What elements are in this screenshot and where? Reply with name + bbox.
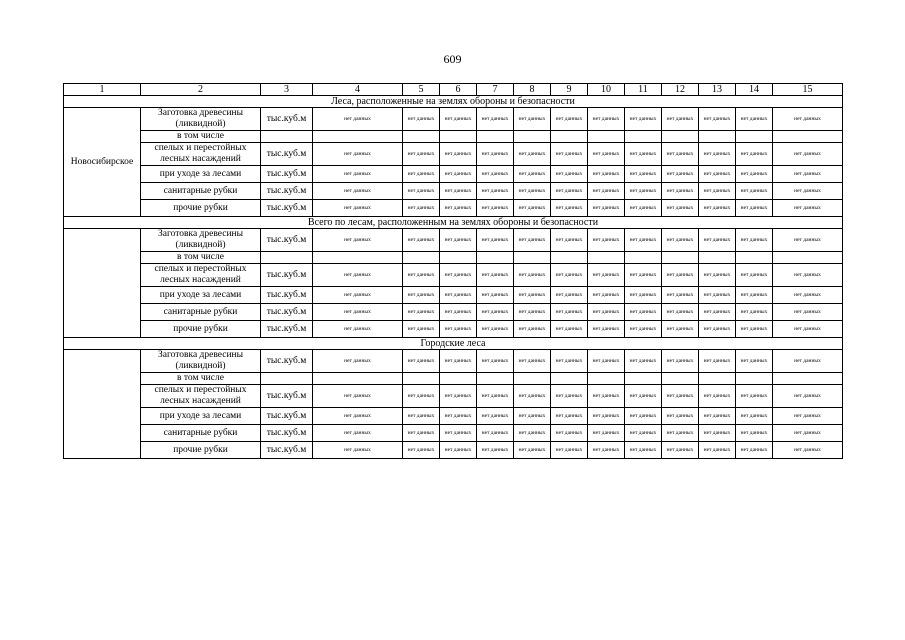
- no-data-cell: нет данных: [477, 229, 514, 252]
- table-row: [64, 321, 843, 338]
- no-data-cell: нет данных: [588, 143, 625, 166]
- no-data-cell: нет данных: [736, 143, 773, 166]
- no-data-cell: нет данных: [551, 321, 588, 338]
- unit-cell: тыс.куб.м: [261, 166, 313, 183]
- no-data-cell: нет данных: [313, 287, 403, 304]
- unit-cell: тыс.куб.м: [261, 200, 313, 217]
- no-data-cell: нет данных: [699, 321, 736, 338]
- no-data-cell: нет данных: [477, 108, 514, 131]
- empty-cell: [699, 252, 736, 264]
- no-data-cell: нет данных: [477, 183, 514, 200]
- category-label: санитарные рубки: [141, 304, 261, 321]
- no-data-cell: нет данных: [588, 321, 625, 338]
- empty-cell: [261, 373, 313, 385]
- empty-cell: [551, 373, 588, 385]
- no-data-cell: нет данных: [440, 183, 477, 200]
- no-data-cell: нет данных: [699, 166, 736, 183]
- no-data-cell: нет данных: [773, 166, 843, 183]
- no-data-cell: нет данных: [773, 264, 843, 287]
- no-data-cell: нет данных: [662, 442, 699, 459]
- no-data-cell: нет данных: [313, 442, 403, 459]
- empty-cell: [625, 252, 662, 264]
- empty-cell: [514, 131, 551, 143]
- category-label: прочие рубки: [141, 442, 261, 459]
- empty-cell: [477, 373, 514, 385]
- empty-cell: [313, 373, 403, 385]
- unit-cell: тыс.куб.м: [261, 442, 313, 459]
- no-data-cell: нет данных: [514, 442, 551, 459]
- no-data-cell: нет данных: [588, 350, 625, 373]
- no-data-cell: нет данных: [773, 287, 843, 304]
- empty-cell: [313, 252, 403, 264]
- empty-cell: [662, 252, 699, 264]
- category-label: Заготовка древесины (ликвидной): [141, 108, 261, 131]
- no-data-cell: нет данных: [403, 166, 440, 183]
- no-data-cell: нет данных: [662, 350, 699, 373]
- no-data-cell: нет данных: [477, 200, 514, 217]
- no-data-cell: нет данных: [440, 166, 477, 183]
- column-number: 2: [141, 84, 261, 96]
- empty-cell: [440, 252, 477, 264]
- no-data-cell: нет данных: [514, 408, 551, 425]
- no-data-cell: нет данных: [736, 442, 773, 459]
- section-title: Городские леса: [64, 338, 843, 350]
- no-data-cell: нет данных: [662, 408, 699, 425]
- no-data-cell: нет данных: [440, 108, 477, 131]
- no-data-cell: нет данных: [313, 200, 403, 217]
- column-number: 7: [477, 84, 514, 96]
- no-data-cell: нет данных: [736, 183, 773, 200]
- no-data-cell: нет данных: [514, 166, 551, 183]
- no-data-cell: нет данных: [662, 321, 699, 338]
- no-data-cell: нет данных: [588, 425, 625, 442]
- empty-cell: [551, 252, 588, 264]
- category-label: в том числе: [141, 373, 261, 385]
- table-row: [64, 350, 843, 373]
- empty-cell: [403, 131, 440, 143]
- empty-cell: [773, 252, 843, 264]
- no-data-cell: нет данных: [514, 183, 551, 200]
- no-data-cell: нет данных: [736, 425, 773, 442]
- no-data-cell: нет данных: [551, 350, 588, 373]
- column-number: 15: [773, 84, 843, 96]
- no-data-cell: нет данных: [551, 183, 588, 200]
- empty-cell: [736, 373, 773, 385]
- empty-cell: [440, 373, 477, 385]
- column-number: 10: [588, 84, 625, 96]
- unit-cell: тыс.куб.м: [261, 321, 313, 338]
- unit-cell: тыс.куб.м: [261, 229, 313, 252]
- table-row: [64, 304, 843, 321]
- empty-cell: [477, 252, 514, 264]
- empty-cell: [440, 131, 477, 143]
- table-row: [64, 287, 843, 304]
- no-data-cell: нет данных: [699, 143, 736, 166]
- no-data-cell: нет данных: [588, 183, 625, 200]
- no-data-cell: нет данных: [625, 304, 662, 321]
- section-title: Всего по лесам, расположенным на землях обороны и безопасности: [64, 217, 843, 229]
- no-data-cell: нет данных: [514, 264, 551, 287]
- no-data-cell: нет данных: [477, 166, 514, 183]
- no-data-cell: нет данных: [736, 385, 773, 408]
- no-data-cell: нет данных: [551, 143, 588, 166]
- no-data-cell: нет данных: [403, 183, 440, 200]
- no-data-cell: нет данных: [403, 143, 440, 166]
- unit-cell: тыс.куб.м: [261, 385, 313, 408]
- no-data-cell: нет данных: [313, 408, 403, 425]
- no-data-cell: нет данных: [662, 143, 699, 166]
- no-data-cell: нет данных: [773, 425, 843, 442]
- no-data-cell: нет данных: [625, 183, 662, 200]
- no-data-cell: нет данных: [699, 385, 736, 408]
- empty-cell: [625, 373, 662, 385]
- no-data-cell: нет данных: [588, 304, 625, 321]
- category-label: при уходе за лесами: [141, 166, 261, 183]
- empty-cell: [514, 373, 551, 385]
- no-data-cell: нет данных: [514, 108, 551, 131]
- no-data-cell: нет данных: [440, 425, 477, 442]
- unit-cell: тыс.куб.м: [261, 350, 313, 373]
- no-data-cell: нет данных: [773, 183, 843, 200]
- no-data-cell: нет данных: [514, 304, 551, 321]
- unit-cell: тыс.куб.м: [261, 304, 313, 321]
- region-cell: [64, 229, 141, 338]
- no-data-cell: нет данных: [440, 442, 477, 459]
- unit-cell: тыс.куб.м: [261, 408, 313, 425]
- no-data-cell: нет данных: [313, 304, 403, 321]
- category-label: спелых и перестойных лесных насаждений: [141, 385, 261, 408]
- no-data-cell: нет данных: [440, 408, 477, 425]
- empty-cell: [261, 252, 313, 264]
- no-data-cell: нет данных: [588, 287, 625, 304]
- table-row: [64, 373, 843, 385]
- no-data-cell: нет данных: [773, 385, 843, 408]
- no-data-cell: нет данных: [403, 442, 440, 459]
- category-label: при уходе за лесами: [141, 287, 261, 304]
- no-data-cell: нет данных: [588, 264, 625, 287]
- no-data-cell: нет данных: [514, 350, 551, 373]
- no-data-cell: нет данных: [588, 408, 625, 425]
- column-number: 3: [261, 84, 313, 96]
- no-data-cell: нет данных: [440, 350, 477, 373]
- no-data-cell: нет данных: [440, 385, 477, 408]
- no-data-cell: нет данных: [477, 287, 514, 304]
- no-data-cell: нет данных: [514, 143, 551, 166]
- no-data-cell: нет данных: [588, 200, 625, 217]
- no-data-cell: нет данных: [699, 287, 736, 304]
- column-number: 9: [551, 84, 588, 96]
- no-data-cell: нет данных: [588, 385, 625, 408]
- no-data-cell: нет данных: [773, 200, 843, 217]
- no-data-cell: нет данных: [699, 304, 736, 321]
- column-number: 12: [662, 84, 699, 96]
- no-data-cell: нет данных: [699, 183, 736, 200]
- no-data-cell: нет данных: [588, 229, 625, 252]
- empty-cell: [588, 373, 625, 385]
- no-data-cell: нет данных: [662, 385, 699, 408]
- no-data-cell: нет данных: [736, 304, 773, 321]
- no-data-cell: нет данных: [736, 229, 773, 252]
- unit-cell: тыс.куб.м: [261, 264, 313, 287]
- no-data-cell: нет данных: [440, 143, 477, 166]
- no-data-cell: нет данных: [440, 264, 477, 287]
- section-title-row: [64, 338, 843, 350]
- no-data-cell: нет данных: [773, 143, 843, 166]
- no-data-cell: нет данных: [440, 200, 477, 217]
- empty-cell: [514, 252, 551, 264]
- no-data-cell: нет данных: [699, 408, 736, 425]
- no-data-cell: нет данных: [662, 304, 699, 321]
- no-data-cell: нет данных: [514, 229, 551, 252]
- table-row: [64, 408, 843, 425]
- column-number: 4: [313, 84, 403, 96]
- section-title-row: [64, 96, 843, 108]
- table-row: [64, 442, 843, 459]
- category-label: спелых и перестойных лесных насаждений: [141, 264, 261, 287]
- no-data-cell: нет данных: [403, 425, 440, 442]
- table-row: [64, 229, 843, 252]
- no-data-cell: нет данных: [403, 385, 440, 408]
- column-number: 13: [699, 84, 736, 96]
- empty-cell: [261, 131, 313, 143]
- no-data-cell: нет данных: [514, 200, 551, 217]
- no-data-cell: нет данных: [477, 350, 514, 373]
- no-data-cell: нет данных: [403, 287, 440, 304]
- page-number: 609: [443, 52, 462, 66]
- no-data-cell: нет данных: [477, 442, 514, 459]
- no-data-cell: нет данных: [736, 166, 773, 183]
- column-number: 8: [514, 84, 551, 96]
- no-data-cell: нет данных: [736, 108, 773, 131]
- section-title-row: [64, 217, 843, 229]
- no-data-cell: нет данных: [773, 304, 843, 321]
- no-data-cell: нет данных: [440, 287, 477, 304]
- no-data-cell: нет данных: [699, 425, 736, 442]
- no-data-cell: нет данных: [625, 200, 662, 217]
- no-data-cell: нет данных: [662, 166, 699, 183]
- no-data-cell: нет данных: [551, 385, 588, 408]
- no-data-cell: нет данных: [514, 385, 551, 408]
- no-data-cell: нет данных: [662, 108, 699, 131]
- empty-cell: [477, 131, 514, 143]
- no-data-cell: нет данных: [773, 108, 843, 131]
- no-data-cell: нет данных: [699, 200, 736, 217]
- no-data-cell: нет данных: [773, 408, 843, 425]
- no-data-cell: нет данных: [551, 264, 588, 287]
- no-data-cell: нет данных: [736, 350, 773, 373]
- no-data-cell: нет данных: [773, 442, 843, 459]
- no-data-cell: нет данных: [736, 264, 773, 287]
- no-data-cell: нет данных: [313, 108, 403, 131]
- no-data-cell: нет данных: [662, 287, 699, 304]
- no-data-cell: нет данных: [551, 408, 588, 425]
- no-data-cell: нет данных: [477, 143, 514, 166]
- forest-harvest-table: [63, 83, 843, 459]
- no-data-cell: нет данных: [625, 264, 662, 287]
- category-label: спелых и перестойных лесных насаждений: [141, 143, 261, 166]
- category-label: прочие рубки: [141, 321, 261, 338]
- no-data-cell: нет данных: [625, 143, 662, 166]
- no-data-cell: нет данных: [662, 425, 699, 442]
- no-data-cell: нет данных: [313, 385, 403, 408]
- column-number: 11: [625, 84, 662, 96]
- no-data-cell: нет данных: [551, 229, 588, 252]
- no-data-cell: нет данных: [699, 350, 736, 373]
- empty-cell: [588, 252, 625, 264]
- empty-cell: [551, 131, 588, 143]
- category-label: Заготовка древесины (ликвидной): [141, 350, 261, 373]
- region-cell: Новосибирское: [64, 108, 141, 217]
- no-data-cell: нет данных: [313, 143, 403, 166]
- no-data-cell: нет данных: [588, 166, 625, 183]
- table-row: [64, 131, 843, 143]
- table-row: [64, 264, 843, 287]
- no-data-cell: нет данных: [551, 200, 588, 217]
- no-data-cell: нет данных: [551, 108, 588, 131]
- no-data-cell: нет данных: [477, 264, 514, 287]
- no-data-cell: нет данных: [403, 200, 440, 217]
- no-data-cell: нет данных: [625, 321, 662, 338]
- no-data-cell: нет данных: [477, 304, 514, 321]
- empty-cell: [773, 131, 843, 143]
- empty-cell: [699, 373, 736, 385]
- empty-cell: [736, 131, 773, 143]
- unit-cell: тыс.куб.м: [261, 287, 313, 304]
- no-data-cell: нет данных: [625, 408, 662, 425]
- no-data-cell: нет данных: [477, 408, 514, 425]
- empty-cell: [662, 373, 699, 385]
- column-number: 5: [403, 84, 440, 96]
- column-number-row: [64, 84, 843, 96]
- empty-cell: [773, 373, 843, 385]
- table-row: [64, 425, 843, 442]
- table-row: [64, 143, 843, 166]
- no-data-cell: нет данных: [625, 166, 662, 183]
- no-data-cell: нет данных: [625, 350, 662, 373]
- category-label: санитарные рубки: [141, 183, 261, 200]
- category-label: санитарные рубки: [141, 425, 261, 442]
- no-data-cell: нет данных: [699, 442, 736, 459]
- no-data-cell: нет данных: [736, 321, 773, 338]
- no-data-cell: нет данных: [551, 287, 588, 304]
- no-data-cell: нет данных: [403, 264, 440, 287]
- no-data-cell: нет данных: [551, 166, 588, 183]
- no-data-cell: нет данных: [403, 350, 440, 373]
- no-data-cell: нет данных: [403, 408, 440, 425]
- no-data-cell: нет данных: [313, 166, 403, 183]
- no-data-cell: нет данных: [662, 229, 699, 252]
- empty-cell: [662, 131, 699, 143]
- no-data-cell: нет данных: [440, 304, 477, 321]
- empty-cell: [736, 252, 773, 264]
- empty-cell: [403, 373, 440, 385]
- category-label: Заготовка древесины (ликвидной): [141, 229, 261, 252]
- empty-cell: [313, 131, 403, 143]
- category-label: при уходе за лесами: [141, 408, 261, 425]
- unit-cell: тыс.куб.м: [261, 183, 313, 200]
- no-data-cell: нет данных: [313, 264, 403, 287]
- no-data-cell: нет данных: [625, 108, 662, 131]
- no-data-cell: нет данных: [477, 385, 514, 408]
- empty-cell: [588, 131, 625, 143]
- no-data-cell: нет данных: [699, 229, 736, 252]
- no-data-cell: нет данных: [662, 200, 699, 217]
- no-data-cell: нет данных: [625, 442, 662, 459]
- no-data-cell: нет данных: [699, 264, 736, 287]
- category-label: в том числе: [141, 131, 261, 143]
- table-row: [64, 252, 843, 264]
- no-data-cell: нет данных: [313, 183, 403, 200]
- table-row: [64, 183, 843, 200]
- no-data-cell: нет данных: [403, 108, 440, 131]
- no-data-cell: нет данных: [403, 304, 440, 321]
- no-data-cell: нет данных: [736, 287, 773, 304]
- no-data-cell: нет данных: [773, 321, 843, 338]
- no-data-cell: нет данных: [662, 264, 699, 287]
- no-data-cell: нет данных: [588, 108, 625, 131]
- no-data-cell: нет данных: [625, 425, 662, 442]
- no-data-cell: нет данных: [403, 229, 440, 252]
- empty-cell: [403, 252, 440, 264]
- empty-cell: [625, 131, 662, 143]
- no-data-cell: нет данных: [514, 287, 551, 304]
- no-data-cell: нет данных: [313, 321, 403, 338]
- no-data-cell: нет данных: [514, 425, 551, 442]
- unit-cell: тыс.куб.м: [261, 425, 313, 442]
- category-label: в том числе: [141, 252, 261, 264]
- table-row: [64, 166, 843, 183]
- no-data-cell: нет данных: [313, 350, 403, 373]
- no-data-cell: нет данных: [514, 321, 551, 338]
- section-title: Леса, расположенные на землях обороны и безопасности: [64, 96, 843, 108]
- region-cell: [64, 350, 141, 459]
- no-data-cell: нет данных: [699, 108, 736, 131]
- no-data-cell: нет данных: [736, 200, 773, 217]
- no-data-cell: нет данных: [588, 442, 625, 459]
- unit-cell: тыс.куб.м: [261, 143, 313, 166]
- table-row: [64, 108, 843, 131]
- no-data-cell: нет данных: [773, 229, 843, 252]
- no-data-cell: нет данных: [773, 350, 843, 373]
- no-data-cell: нет данных: [551, 304, 588, 321]
- column-number: 1: [64, 84, 141, 96]
- no-data-cell: нет данных: [625, 287, 662, 304]
- table-row: [64, 385, 843, 408]
- no-data-cell: нет данных: [440, 229, 477, 252]
- no-data-cell: нет данных: [403, 321, 440, 338]
- unit-cell: тыс.куб.м: [261, 108, 313, 131]
- no-data-cell: нет данных: [313, 229, 403, 252]
- no-data-cell: нет данных: [477, 425, 514, 442]
- no-data-cell: нет данных: [551, 425, 588, 442]
- no-data-cell: нет данных: [625, 385, 662, 408]
- no-data-cell: нет данных: [440, 321, 477, 338]
- no-data-cell: нет данных: [477, 321, 514, 338]
- no-data-cell: нет данных: [625, 229, 662, 252]
- no-data-cell: нет данных: [736, 408, 773, 425]
- category-label: прочие рубки: [141, 200, 261, 217]
- no-data-cell: нет данных: [551, 442, 588, 459]
- no-data-cell: нет данных: [313, 425, 403, 442]
- table-row: [64, 200, 843, 217]
- column-number: 6: [440, 84, 477, 96]
- no-data-cell: нет данных: [662, 183, 699, 200]
- column-number: 14: [736, 84, 773, 96]
- empty-cell: [699, 131, 736, 143]
